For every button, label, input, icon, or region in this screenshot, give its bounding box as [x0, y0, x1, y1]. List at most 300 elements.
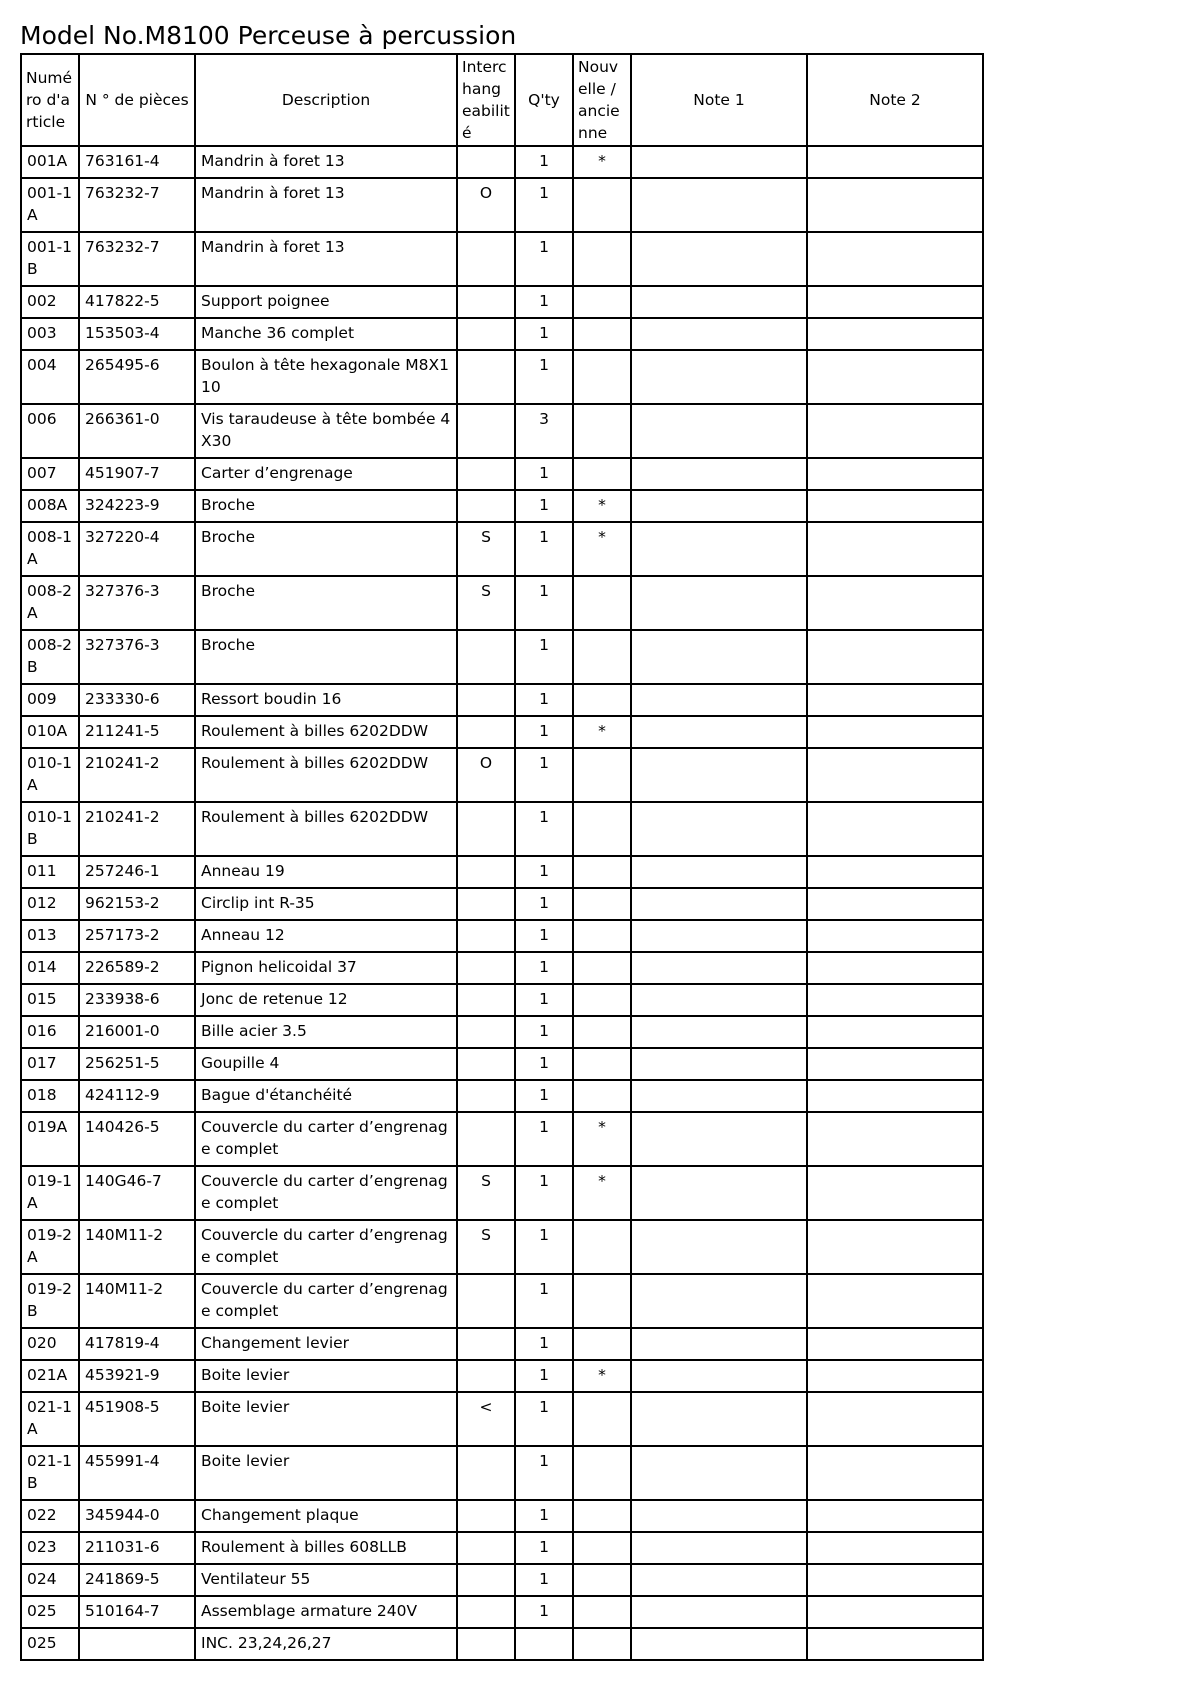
note-2-cell	[807, 404, 983, 458]
part-number-cell: 257173-2	[79, 920, 195, 952]
description-cell: Broche	[195, 490, 457, 522]
description-cell: Anneau 12	[195, 920, 457, 952]
quantity-cell: 1	[515, 458, 573, 490]
note-1-cell	[631, 920, 807, 952]
table-row	[21, 952, 983, 984]
quantity-cell: 1	[515, 178, 573, 232]
new-old-cell: *	[573, 490, 631, 522]
new-old-cell	[573, 1328, 631, 1360]
quantity-cell: 3	[515, 404, 573, 458]
note-1-cell	[631, 1596, 807, 1628]
new-old-cell	[573, 1220, 631, 1274]
quantity-cell: 1	[515, 1532, 573, 1564]
quantity-cell: 1	[515, 232, 573, 286]
description-cell: Vis taraudeuse à tête bombée 4X30	[195, 404, 457, 458]
item-number-cell: 001A	[21, 146, 79, 178]
quantity-cell: 1	[515, 576, 573, 630]
part-number-cell: 455991-4	[79, 1446, 195, 1500]
note-2-cell	[807, 802, 983, 856]
interchangeability-cell	[457, 232, 515, 286]
item-number-cell: 010A	[21, 716, 79, 748]
table-row	[21, 920, 983, 952]
quantity-cell: 1	[515, 1596, 573, 1628]
new-old-cell	[573, 286, 631, 318]
quantity-cell: 1	[515, 856, 573, 888]
note-1-cell	[631, 802, 807, 856]
table-row	[21, 1500, 983, 1532]
new-old-cell: *	[573, 1360, 631, 1392]
note-1-cell	[631, 458, 807, 490]
interchangeability-cell	[457, 318, 515, 350]
note-1-cell	[631, 1446, 807, 1500]
interchangeability-cell	[457, 490, 515, 522]
interchangeability-cell	[457, 286, 515, 318]
interchangeability-cell	[457, 920, 515, 952]
item-number-cell: 019-1A	[21, 1166, 79, 1220]
new-old-cell: *	[573, 716, 631, 748]
description-cell: Bille acier 3.5	[195, 1016, 457, 1048]
note-1-cell	[631, 952, 807, 984]
item-number-cell: 025	[21, 1628, 79, 1660]
interchangeability-cell	[457, 1500, 515, 1532]
note-2-cell	[807, 146, 983, 178]
note-1-cell	[631, 1080, 807, 1112]
item-number-cell: 015	[21, 984, 79, 1016]
note-1-cell	[631, 630, 807, 684]
interchangeability-cell	[457, 952, 515, 984]
note-1-cell	[631, 856, 807, 888]
column-header-quantity: Q'ty	[515, 54, 573, 146]
item-number-cell: 001-1B	[21, 232, 79, 286]
quantity-cell: 1	[515, 1080, 573, 1112]
table-row	[21, 1392, 983, 1446]
table-row	[21, 1628, 983, 1660]
description-cell: Jonc de retenue 12	[195, 984, 457, 1016]
note-1-cell	[631, 1328, 807, 1360]
quantity-cell: 1	[515, 1328, 573, 1360]
description-cell: Circlip int R-35	[195, 888, 457, 920]
note-2-cell	[807, 490, 983, 522]
quantity-cell: 1	[515, 146, 573, 178]
interchangeability-cell: <	[457, 1392, 515, 1446]
description-cell: Carter d’engrenage	[195, 458, 457, 490]
part-number-cell: 257246-1	[79, 856, 195, 888]
description-cell: Changement levier	[195, 1328, 457, 1360]
description-cell: Roulement à billes 6202DDW	[195, 716, 457, 748]
description-cell: Roulement à billes 6202DDW	[195, 802, 457, 856]
item-number-cell: 007	[21, 458, 79, 490]
note-2-cell	[807, 350, 983, 404]
part-number-cell: 962153-2	[79, 888, 195, 920]
quantity-cell: 1	[515, 1220, 573, 1274]
quantity-cell: 1	[515, 1446, 573, 1500]
item-number-cell: 025	[21, 1596, 79, 1628]
note-2-cell	[807, 458, 983, 490]
table-row	[21, 1564, 983, 1596]
interchangeability-cell: S	[457, 1220, 515, 1274]
table-row	[21, 1112, 983, 1166]
quantity-cell: 1	[515, 802, 573, 856]
item-number-cell: 023	[21, 1532, 79, 1564]
note-2-cell	[807, 1446, 983, 1500]
note-1-cell	[631, 350, 807, 404]
note-2-cell	[807, 1016, 983, 1048]
note-1-cell	[631, 232, 807, 286]
description-cell: Boite levier	[195, 1392, 457, 1446]
note-1-cell	[631, 1360, 807, 1392]
description-cell: INC. 23,24,26,27	[195, 1628, 457, 1660]
interchangeability-cell	[457, 856, 515, 888]
part-number-cell: 763232-7	[79, 178, 195, 232]
note-2-cell	[807, 232, 983, 286]
parts-table	[20, 53, 984, 1661]
item-number-cell: 008A	[21, 490, 79, 522]
interchangeability-cell: S	[457, 576, 515, 630]
note-1-cell	[631, 318, 807, 350]
new-old-cell	[573, 684, 631, 716]
note-1-cell	[631, 1274, 807, 1328]
table-row	[21, 232, 983, 286]
interchangeability-cell: S	[457, 522, 515, 576]
item-number-cell: 003	[21, 318, 79, 350]
note-1-cell	[631, 1532, 807, 1564]
description-cell: Broche	[195, 576, 457, 630]
new-old-cell	[573, 888, 631, 920]
quantity-cell: 1	[515, 1360, 573, 1392]
note-1-cell	[631, 684, 807, 716]
part-number-cell: 266361-0	[79, 404, 195, 458]
interchangeability-cell: O	[457, 748, 515, 802]
note-1-cell	[631, 146, 807, 178]
part-number-cell: 453921-9	[79, 1360, 195, 1392]
column-header-part-number: N ° de pièces	[79, 54, 195, 146]
new-old-cell	[573, 984, 631, 1016]
table-row	[21, 630, 983, 684]
table-row	[21, 458, 983, 490]
note-2-cell	[807, 576, 983, 630]
new-old-cell	[573, 856, 631, 888]
column-header-interchangeability: Interchangeabilité	[457, 54, 515, 146]
quantity-cell: 1	[515, 1166, 573, 1220]
quantity-cell: 1	[515, 1112, 573, 1166]
note-2-cell	[807, 1048, 983, 1080]
part-number-cell: 327376-3	[79, 630, 195, 684]
note-2-cell	[807, 684, 983, 716]
item-number-cell: 016	[21, 1016, 79, 1048]
interchangeability-cell	[457, 146, 515, 178]
new-old-cell	[573, 1080, 631, 1112]
description-cell: Broche	[195, 522, 457, 576]
quantity-cell: 1	[515, 716, 573, 748]
note-1-cell	[631, 748, 807, 802]
item-number-cell: 010-1B	[21, 802, 79, 856]
part-number-cell: 345944-0	[79, 1500, 195, 1532]
column-header-note-2: Note 2	[807, 54, 983, 146]
item-number-cell: 008-2A	[21, 576, 79, 630]
item-number-cell: 018	[21, 1080, 79, 1112]
new-old-cell	[573, 1016, 631, 1048]
note-1-cell	[631, 490, 807, 522]
new-old-cell	[573, 748, 631, 802]
part-number-cell: 417822-5	[79, 286, 195, 318]
note-2-cell	[807, 1274, 983, 1328]
note-2-cell	[807, 318, 983, 350]
quantity-cell: 1	[515, 630, 573, 684]
note-2-cell	[807, 178, 983, 232]
table-row	[21, 350, 983, 404]
description-cell: Couvercle du carter d’engrenage complet	[195, 1112, 457, 1166]
new-old-cell	[573, 1532, 631, 1564]
note-2-cell	[807, 522, 983, 576]
interchangeability-cell	[457, 350, 515, 404]
note-1-cell	[631, 1628, 807, 1660]
note-2-cell	[807, 1596, 983, 1628]
part-number-cell: 763161-4	[79, 146, 195, 178]
interchangeability-cell	[457, 1564, 515, 1596]
column-header-note-1: Note 1	[631, 54, 807, 146]
new-old-cell	[573, 802, 631, 856]
interchangeability-cell	[457, 1080, 515, 1112]
note-2-cell	[807, 1532, 983, 1564]
description-cell: Roulement à billes 608LLB	[195, 1532, 457, 1564]
note-1-cell	[631, 286, 807, 318]
table-row	[21, 404, 983, 458]
interchangeability-cell	[457, 1112, 515, 1166]
interchangeability-cell	[457, 984, 515, 1016]
quantity-cell: 1	[515, 490, 573, 522]
item-number-cell: 009	[21, 684, 79, 716]
part-number-cell: 140G46-7	[79, 1166, 195, 1220]
description-cell: Ventilateur 55	[195, 1564, 457, 1596]
description-cell: Boite levier	[195, 1446, 457, 1500]
table-row	[21, 146, 983, 178]
quantity-cell: 1	[515, 522, 573, 576]
table-row	[21, 1166, 983, 1220]
new-old-cell	[573, 1564, 631, 1596]
item-number-cell: 013	[21, 920, 79, 952]
note-1-cell	[631, 404, 807, 458]
item-number-cell: 017	[21, 1048, 79, 1080]
table-row	[21, 802, 983, 856]
description-cell: Goupille 4	[195, 1048, 457, 1080]
note-1-cell	[631, 984, 807, 1016]
quantity-cell: 1	[515, 1274, 573, 1328]
item-number-cell: 021-1B	[21, 1446, 79, 1500]
description-cell: Couvercle du carter d’engrenage complet	[195, 1274, 457, 1328]
note-1-cell	[631, 1112, 807, 1166]
table-row	[21, 1016, 983, 1048]
note-2-cell	[807, 1500, 983, 1532]
table-row	[21, 318, 983, 350]
part-number-cell: 265495-6	[79, 350, 195, 404]
column-header-new-old: Nouvelle / ancienne	[573, 54, 631, 146]
new-old-cell	[573, 920, 631, 952]
description-cell: Boite levier	[195, 1360, 457, 1392]
table-row	[21, 1328, 983, 1360]
new-old-cell	[573, 1048, 631, 1080]
note-1-cell	[631, 522, 807, 576]
new-old-cell	[573, 1392, 631, 1446]
note-1-cell	[631, 1048, 807, 1080]
interchangeability-cell	[457, 1596, 515, 1628]
description-cell: Manche 36 complet	[195, 318, 457, 350]
item-number-cell: 011	[21, 856, 79, 888]
table-row	[21, 888, 983, 920]
item-number-cell: 012	[21, 888, 79, 920]
part-number-cell: 327376-3	[79, 576, 195, 630]
description-cell: Mandrin à foret 13	[195, 232, 457, 286]
part-number-cell: 140426-5	[79, 1112, 195, 1166]
description-cell: Mandrin à foret 13	[195, 146, 457, 178]
new-old-cell	[573, 1274, 631, 1328]
item-number-cell: 002	[21, 286, 79, 318]
description-cell: Mandrin à foret 13	[195, 178, 457, 232]
table-row	[21, 1048, 983, 1080]
item-number-cell: 021A	[21, 1360, 79, 1392]
table-row	[21, 716, 983, 748]
table-row	[21, 684, 983, 716]
parts-table-body	[21, 146, 983, 1660]
interchangeability-cell	[457, 1446, 515, 1500]
table-row	[21, 178, 983, 232]
note-1-cell	[631, 1166, 807, 1220]
item-number-cell: 019-2A	[21, 1220, 79, 1274]
quantity-cell: 1	[515, 1048, 573, 1080]
item-number-cell: 019A	[21, 1112, 79, 1166]
new-old-cell	[573, 1446, 631, 1500]
interchangeability-cell	[457, 1628, 515, 1660]
note-2-cell	[807, 1328, 983, 1360]
item-number-cell: 008-2B	[21, 630, 79, 684]
quantity-cell: 1	[515, 1016, 573, 1048]
description-cell: Broche	[195, 630, 457, 684]
new-old-cell: *	[573, 1166, 631, 1220]
note-2-cell	[807, 1392, 983, 1446]
interchangeability-cell	[457, 630, 515, 684]
new-old-cell: *	[573, 146, 631, 178]
table-row	[21, 1532, 983, 1564]
note-1-cell	[631, 178, 807, 232]
new-old-cell	[573, 350, 631, 404]
description-cell: Support poignee	[195, 286, 457, 318]
item-number-cell: 014	[21, 952, 79, 984]
note-2-cell	[807, 1360, 983, 1392]
column-header-description: Description	[195, 54, 457, 146]
new-old-cell	[573, 318, 631, 350]
item-number-cell: 021-1A	[21, 1392, 79, 1446]
part-number-cell: 451907-7	[79, 458, 195, 490]
part-number-cell: 327220-4	[79, 522, 195, 576]
item-number-cell: 006	[21, 404, 79, 458]
description-cell: Anneau 19	[195, 856, 457, 888]
interchangeability-cell	[457, 1274, 515, 1328]
part-number-cell: 233938-6	[79, 984, 195, 1016]
item-number-cell: 024	[21, 1564, 79, 1596]
new-old-cell: *	[573, 522, 631, 576]
quantity-cell: 1	[515, 748, 573, 802]
interchangeability-cell: O	[457, 178, 515, 232]
note-2-cell	[807, 630, 983, 684]
new-old-cell	[573, 576, 631, 630]
column-header-item-number: Numéro d'article	[21, 54, 79, 146]
interchangeability-cell	[457, 404, 515, 458]
note-2-cell	[807, 1220, 983, 1274]
interchangeability-cell: S	[457, 1166, 515, 1220]
note-2-cell	[807, 286, 983, 318]
new-old-cell	[573, 458, 631, 490]
description-cell: Assemblage armature 240V	[195, 1596, 457, 1628]
part-number-cell: 241869-5	[79, 1564, 195, 1596]
item-number-cell: 010-1A	[21, 748, 79, 802]
part-number-cell: 324223-9	[79, 490, 195, 522]
document-title: Model No.M8100 Perceuse à percussion	[20, 21, 517, 50]
note-1-cell	[631, 1016, 807, 1048]
new-old-cell	[573, 1596, 631, 1628]
part-number-cell: 211241-5	[79, 716, 195, 748]
table-header-row	[21, 54, 983, 146]
interchangeability-cell	[457, 1328, 515, 1360]
note-2-cell	[807, 1628, 983, 1660]
part-number-cell: 417819-4	[79, 1328, 195, 1360]
part-number-cell: 233330-6	[79, 684, 195, 716]
part-number-cell: 210241-2	[79, 802, 195, 856]
note-1-cell	[631, 888, 807, 920]
item-number-cell: 008-1A	[21, 522, 79, 576]
description-cell: Boulon à tête hexagonale M8X110	[195, 350, 457, 404]
note-2-cell	[807, 920, 983, 952]
new-old-cell: *	[573, 1112, 631, 1166]
new-old-cell	[573, 404, 631, 458]
table-row	[21, 1220, 983, 1274]
interchangeability-cell	[457, 1532, 515, 1564]
part-number-cell: 424112-9	[79, 1080, 195, 1112]
quantity-cell: 1	[515, 952, 573, 984]
quantity-cell: 1	[515, 984, 573, 1016]
note-1-cell	[631, 576, 807, 630]
note-2-cell	[807, 1112, 983, 1166]
new-old-cell	[573, 232, 631, 286]
note-2-cell	[807, 952, 983, 984]
part-number-cell: 763232-7	[79, 232, 195, 286]
item-number-cell: 022	[21, 1500, 79, 1532]
part-number-cell: 210241-2	[79, 748, 195, 802]
item-number-cell: 001-1A	[21, 178, 79, 232]
note-2-cell	[807, 1564, 983, 1596]
interchangeability-cell	[457, 888, 515, 920]
table-row	[21, 490, 983, 522]
quantity-cell: 1	[515, 920, 573, 952]
table-row	[21, 984, 983, 1016]
description-cell: Couvercle du carter d’engrenage complet	[195, 1220, 457, 1274]
description-cell: Roulement à billes 6202DDW	[195, 748, 457, 802]
note-2-cell	[807, 984, 983, 1016]
new-old-cell	[573, 630, 631, 684]
part-number-cell: 140M11-2	[79, 1220, 195, 1274]
part-number-cell: 256251-5	[79, 1048, 195, 1080]
item-number-cell: 004	[21, 350, 79, 404]
new-old-cell	[573, 952, 631, 984]
part-number-cell: 451908-5	[79, 1392, 195, 1446]
quantity-cell: 1	[515, 286, 573, 318]
new-old-cell	[573, 178, 631, 232]
note-1-cell	[631, 1392, 807, 1446]
table-row	[21, 286, 983, 318]
note-2-cell	[807, 748, 983, 802]
part-number-cell: 140M11-2	[79, 1274, 195, 1328]
item-number-cell: 019-2B	[21, 1274, 79, 1328]
table-row	[21, 1446, 983, 1500]
quantity-cell: 1	[515, 318, 573, 350]
